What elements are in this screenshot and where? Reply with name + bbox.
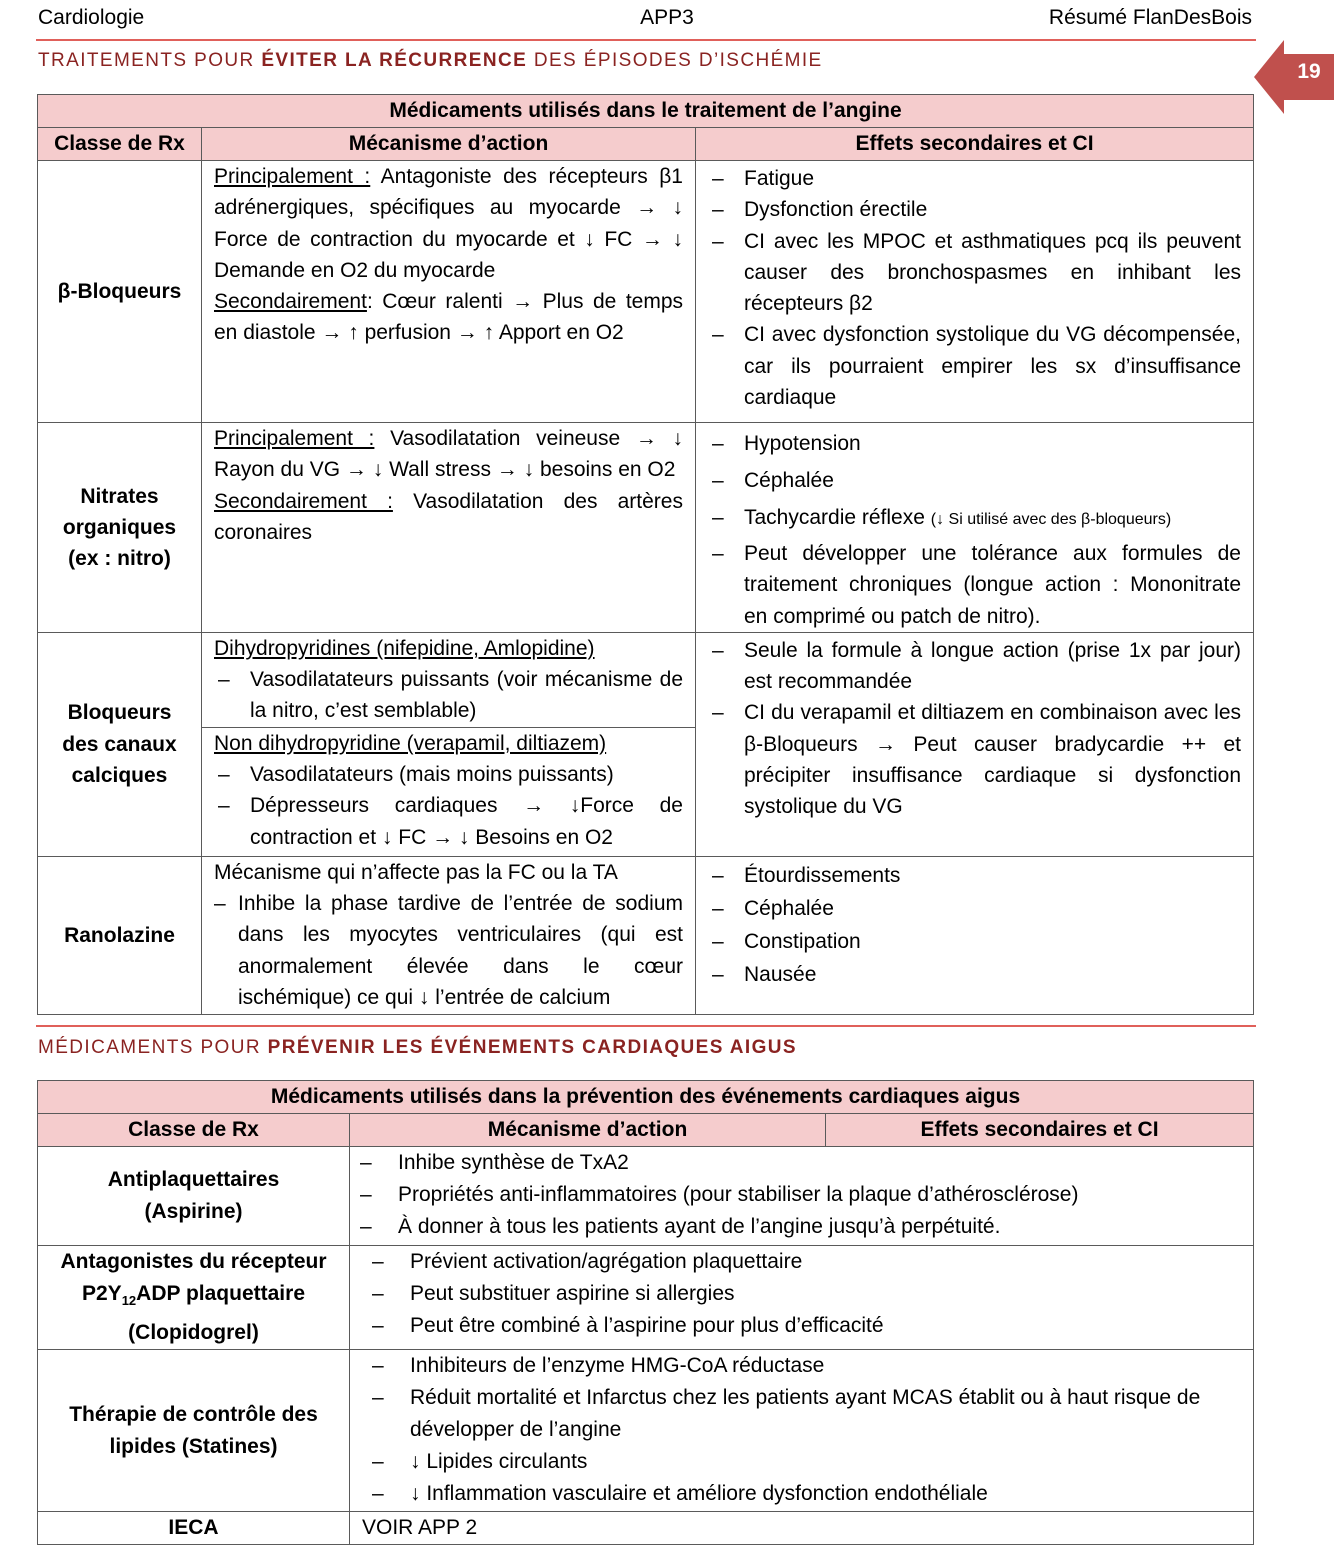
section-title-recurrence: [38, 50, 823, 72]
effect-item: – Céphalée: [708, 462, 1241, 499]
drug-class-line: Bloqueurs: [67, 701, 172, 725]
drug-class: IECA: [38, 1512, 350, 1545]
mechanism-item: – Inhibe synthèse de TxA2: [350, 1147, 1241, 1179]
receptor-subscript: 12: [121, 1293, 137, 1309]
drug-class-line: des canaux: [62, 732, 177, 756]
table-caption: Médicaments utilisés dans la prévention des événements cardiaques aigus: [38, 1081, 1254, 1114]
drug-class: [38, 1147, 350, 1246]
subclass-title: Non dihydropyridine (verapamil, diltiazem): [214, 731, 607, 755]
table-row: [38, 423, 1254, 633]
mechanism-item: – ↓ Lipides circulants: [362, 1446, 1241, 1478]
drug-class-line: lipides (Statines): [109, 1434, 278, 1458]
mechanism-item: – Peut substituer aspirine si allergies: [362, 1278, 1241, 1310]
drug-class-line: calciques: [71, 764, 168, 788]
receptor-prefix: P2Y: [82, 1282, 122, 1305]
section-title-prevention: [38, 1037, 797, 1059]
angina-treatment-table: [37, 94, 1254, 1015]
mechanism-item: – ↓ Inflammation vasculaire et améliore dysfonction endothéliale: [362, 1478, 1241, 1510]
drug-class: [38, 1246, 350, 1350]
drug-class-line: Nitrates: [80, 484, 159, 508]
drug-class-line: organiques: [62, 515, 177, 539]
mechanism-cell: [202, 632, 696, 856]
drug-class: [38, 1350, 350, 1512]
drug-class: β-Bloqueurs: [38, 161, 202, 423]
effect-item: – CI avec dysfonction systolique du VG décompensée, car ils pourraient empirer les sx d’insuffisance cardiaque: [708, 319, 1241, 413]
mechanism-text: VOIR APP 2: [350, 1512, 1254, 1545]
mechanism-item: – Dépresseurs cardiaques → ↓Force de contraction et ↓ FC → ↓ Besoins en O2: [214, 790, 683, 853]
effect-item: – Constipation: [708, 925, 1241, 958]
mechanism-label: Principalement :: [214, 427, 375, 450]
mechanism-item: – Prévient activation/agrégation plaquettaire: [362, 1246, 1241, 1278]
drug-class-line: Thérapie de contrôle des: [69, 1402, 318, 1426]
effect-item: [708, 499, 1241, 538]
mechanism-item: – Inhibe la phase tardive de l’entrée de sodium dans les myocytes ventriculaires (qui est anormalement élevée dans le cœur ischémique) ce qui ↓ l’entrée de calcium: [214, 888, 683, 1013]
mechanism-item: – À donner à tous les patients ayant de l’angine jusqu’à perpétuité.: [350, 1211, 1241, 1243]
effect-item: – Seule la formule à longue action (prise 1x par jour) est recommandée: [708, 635, 1241, 698]
section-title-pre: MÉDICAMENTS POUR: [38, 1037, 268, 1058]
section-title-post: DES ÉPISODES D’ISCHÉMIE: [527, 50, 823, 71]
section-rule: [36, 1025, 1256, 1027]
mechanism-label: Secondairement :: [214, 489, 393, 513]
column-header-class: Classe de Rx: [38, 128, 202, 161]
mechanism-label: Principalement :: [214, 165, 371, 188]
section-title-pre: TRAITEMENTS POUR: [38, 50, 262, 71]
column-header-effects: Effets secondaires et CI: [826, 1114, 1254, 1147]
mechanism-text: Vasodilatation veineuse → ↓ Rayon du VG → ↓ Wall stress → ↓ besoins en O2: [214, 427, 683, 482]
effect-item: – Dysfonction érectile: [708, 194, 1241, 225]
table-row: [38, 161, 1254, 423]
mechanism-cell: [202, 856, 696, 1014]
drug-class-line: Antagonistes du récepteur: [60, 1250, 327, 1273]
header-rule: [36, 39, 1256, 41]
drug-class: [38, 423, 202, 633]
mechanism-cell: [350, 1147, 1254, 1246]
subclass-title: Dihydropyridines (nifepidine, Amlopidine): [214, 636, 595, 660]
effect-item: – Fatigue: [708, 163, 1241, 194]
mechanism-intro: Mécanisme qui n’affecte pas la FC ou la TA: [214, 860, 618, 884]
drug-class-line: [82, 1282, 305, 1309]
effects-cell: [696, 856, 1254, 1014]
table-row: [38, 1512, 1254, 1545]
drug-class-line: (Clopidogrel): [128, 1321, 259, 1345]
header-app: APP3: [640, 6, 694, 29]
table-row: [38, 632, 1254, 856]
mechanism-text: Vasodilatation des artères coronaires: [214, 489, 683, 544]
receptor-suffix: ADP plaquettaire: [136, 1282, 305, 1305]
mechanism-text: Antagoniste des récepteurs β1 adrénergiques, spécifiques au myocarde → ↓ Force de contraction du myocarde et ↓ FC → ↓ Demande en O2 du myocarde: [214, 165, 683, 282]
mechanism-item: – Réduit mortalité et Infarctus chez les patients ayant MCAS établit ou à haut risque de développer de l’angine: [362, 1382, 1241, 1446]
drug-class: Ranolazine: [38, 856, 202, 1014]
mechanism-item: – Vasodilatateurs puissants (voir mécanisme de la nitro, c’est semblable): [214, 664, 683, 727]
section-title-bold: ÉVITER LA RÉCURRENCE: [261, 50, 528, 71]
column-header-effects: Effets secondaires et CI: [696, 128, 1254, 161]
mechanism-cell: [202, 423, 696, 633]
mechanism-item: – Peut être combiné à l’aspirine pour plus d’efficacité: [362, 1310, 1241, 1342]
drug-class-line: Antiplaquettaires: [107, 1168, 280, 1191]
table-row: [38, 1147, 1254, 1246]
effects-cell: [696, 423, 1254, 633]
column-header-mechanism: Mécanisme d’action: [350, 1114, 826, 1147]
prevention-table: [37, 1080, 1254, 1545]
mechanism-text: : Cœur ralenti → Plus de temps en diastole → ↑ perfusion → ↑ Apport en O2: [214, 290, 683, 345]
page-number: 19: [1297, 60, 1321, 83]
table-row: [38, 856, 1254, 1014]
effect-item: – Nausée: [708, 958, 1241, 991]
effect-note: (↓ Si utilisé avec des β-bloqueurs): [930, 511, 1172, 528]
mechanism-label: Secondairement: [214, 290, 367, 314]
mechanism-cell: [350, 1246, 1254, 1350]
subclass-divider: [202, 727, 695, 853]
page-number-tab: [1254, 40, 1334, 114]
mechanism-item: – Vasodilatateurs (mais moins puissants): [214, 759, 683, 790]
column-header-class: Classe de Rx: [38, 1114, 350, 1147]
effect-item: – CI du verapamil et diltiazem en combinaison avec les β-Bloqueurs → Peut causer bradycardie ++ et précipiter insuffisance cardiaque si dysfonction systolique du VG: [708, 697, 1241, 822]
effect-item: – Étourdissements: [708, 859, 1241, 892]
effect-item: – CI avec les MPOC et asthmatiques pcq ils peuvent causer des bronchospasmes en inhibant les récepteurs β2: [708, 226, 1241, 320]
mechanism-cell: [350, 1350, 1254, 1512]
effects-cell: [696, 632, 1254, 856]
drug-class: [38, 632, 202, 856]
table-caption: Médicaments utilisés dans le traitement de l’angine: [38, 95, 1254, 128]
effects-cell: [696, 161, 1254, 423]
column-header-mechanism: Mécanisme d’action: [202, 128, 696, 161]
header-subject: Cardiologie: [38, 6, 145, 29]
table-row: [38, 1246, 1254, 1350]
drug-class-line: (ex : nitro): [68, 547, 171, 571]
effect-item: – Peut développer une tolérance aux formules de traitement chroniques (longue action : Mononitrate en comprimé ou patch de nitro).: [708, 538, 1241, 632]
effect-item: – Hypotension: [708, 425, 1241, 462]
table-row: [38, 1350, 1254, 1512]
drug-class-line: (Aspirine): [144, 1200, 243, 1223]
mechanism-cell: [202, 161, 696, 423]
effect-item: – Céphalée: [708, 892, 1241, 925]
mechanism-item: – Inhibiteurs de l’enzyme HMG-CoA réductase: [362, 1350, 1241, 1382]
section-title-bold: PRÉVENIR LES ÉVÉNEMENTS CARDIAQUES AIGUS: [267, 1037, 797, 1058]
mechanism-item: – Propriétés anti-inflammatoires (pour stabiliser la plaque d’athérosclérose): [350, 1179, 1241, 1211]
effect-text: Tachycardie réflexe: [744, 506, 925, 529]
header-author: Résumé FlanDesBois: [1048, 6, 1252, 29]
